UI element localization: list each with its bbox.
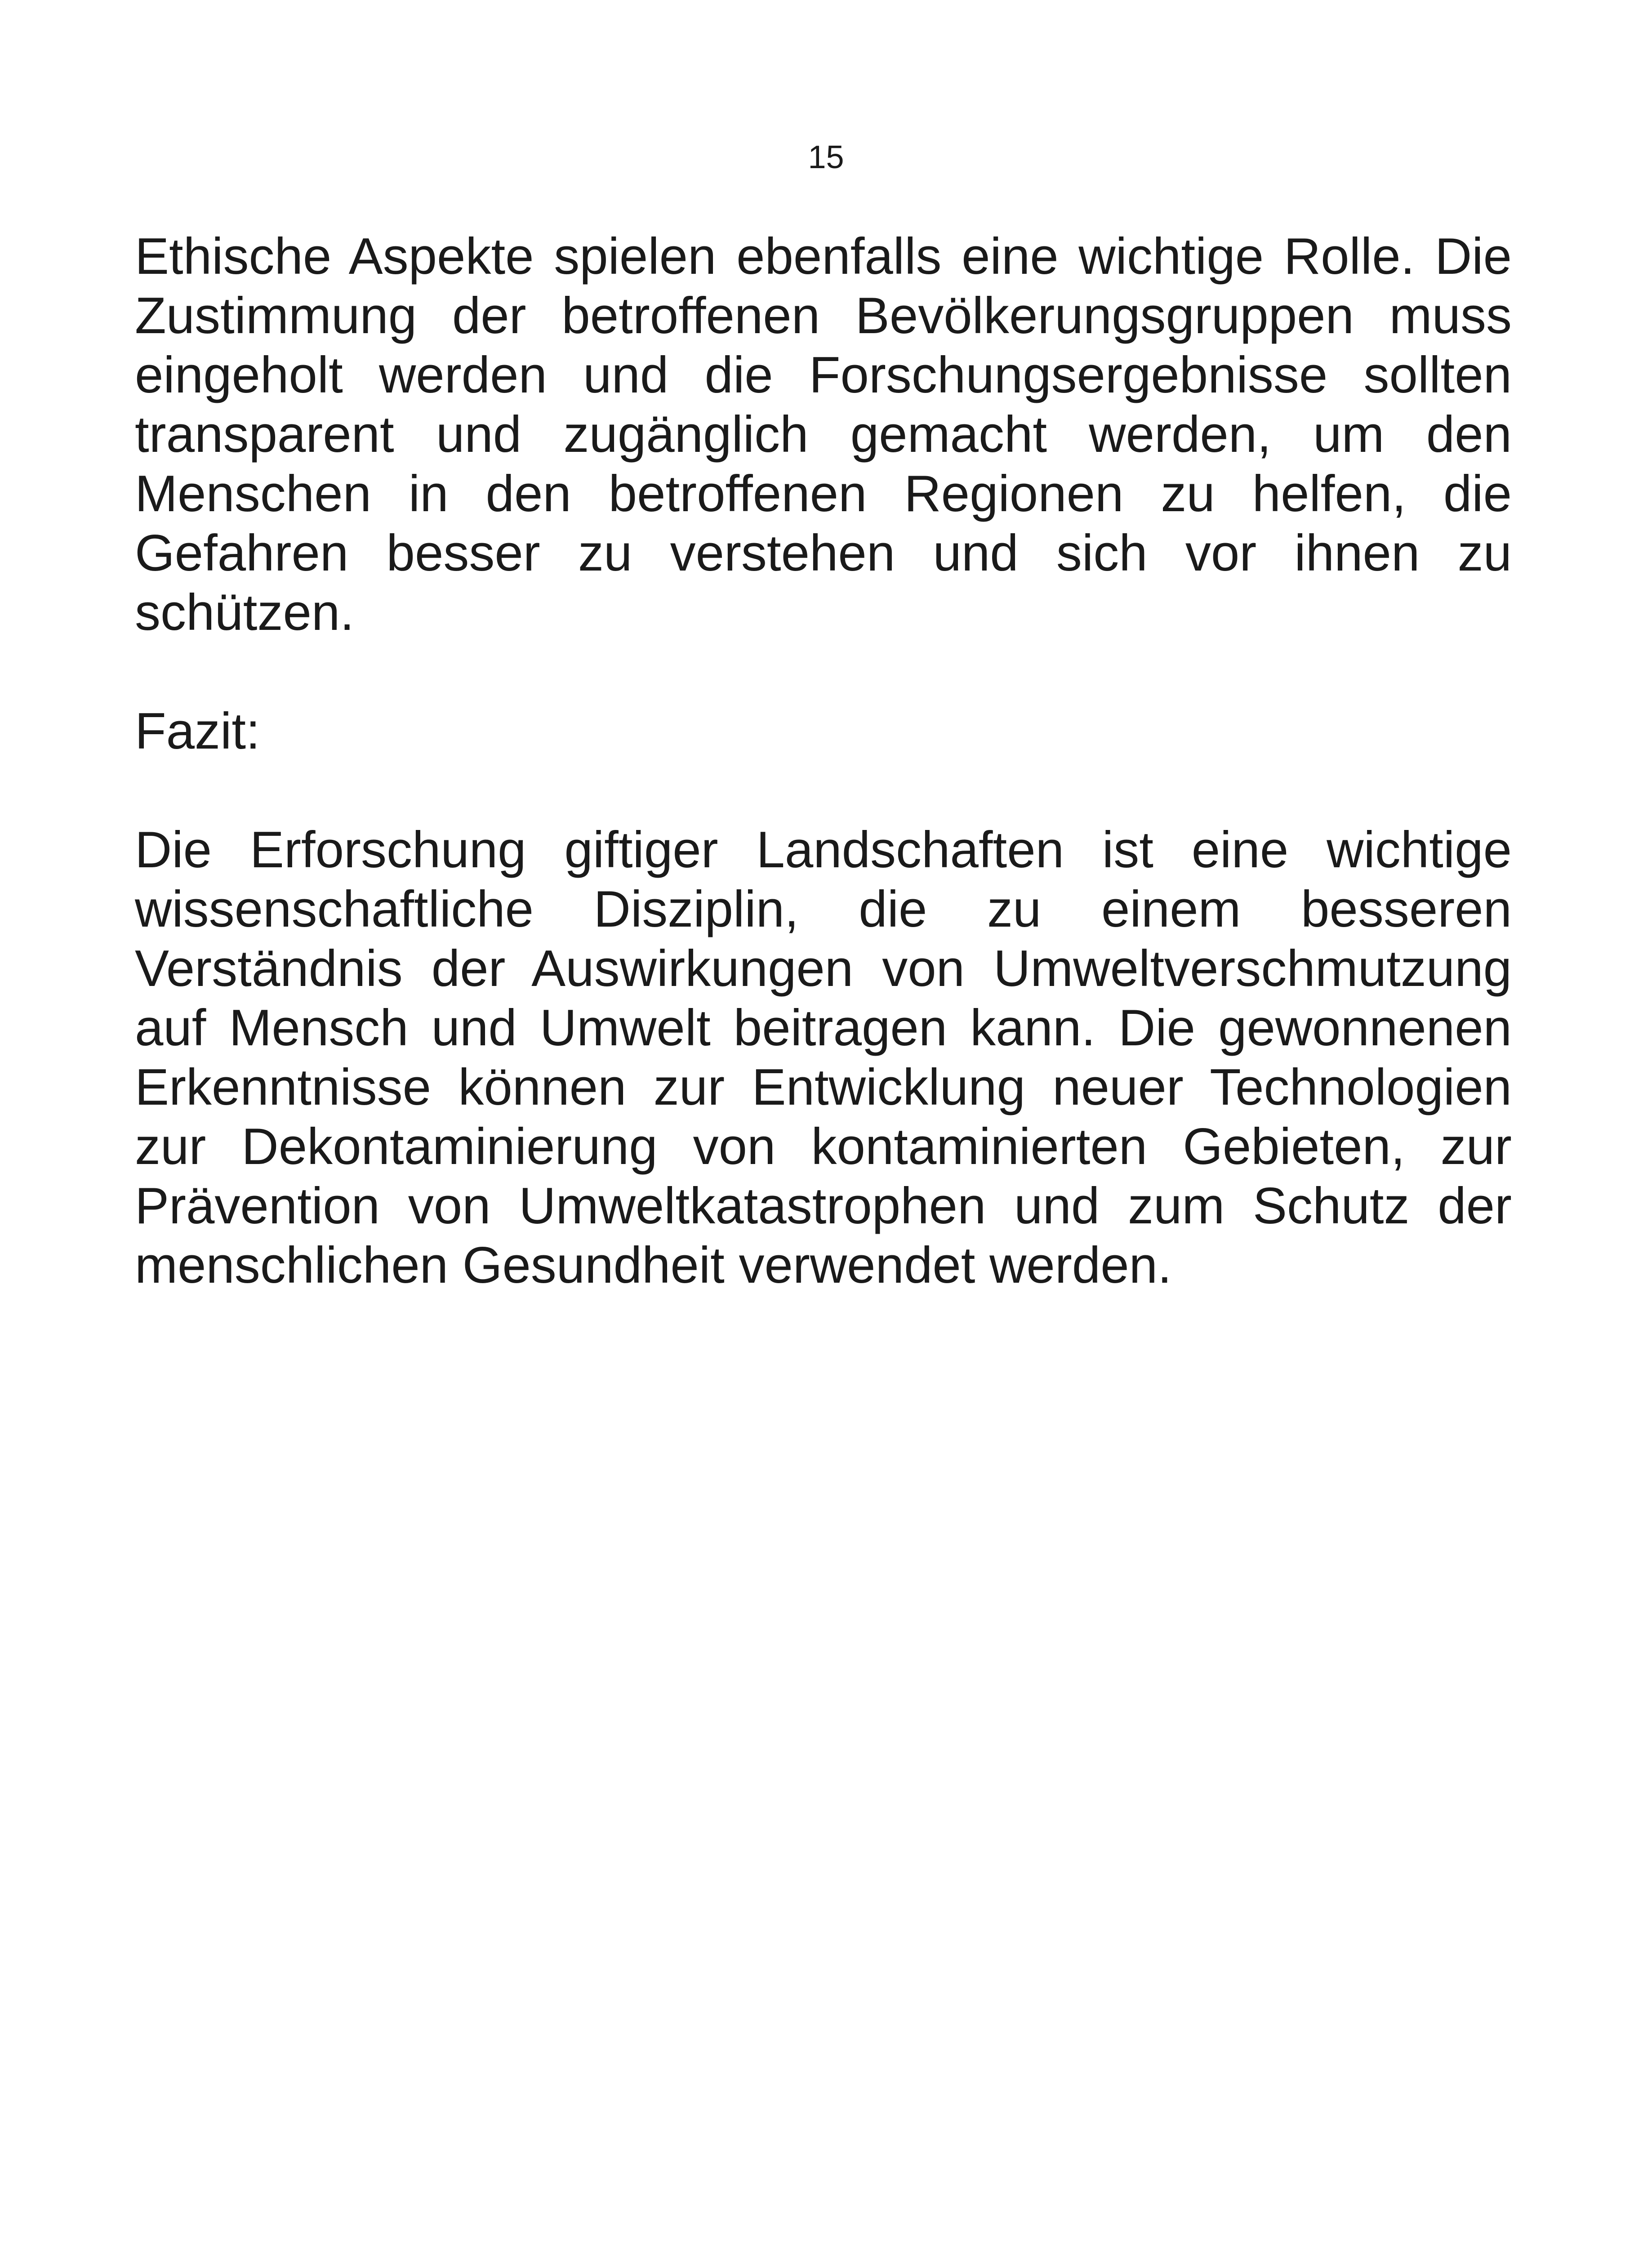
page-body <box>135 227 1512 1295</box>
paragraph-conclusion: Die Erforschung giftiger Landschaften ist eine wichtige wissenschaftliche Disziplin, die zu einem besseren Verständnis der Auswirkungen von Umweltverschmutzung auf Mensch und Umwelt beitragen kann. Die gewonnenen Erkenntnisse können zur Entwicklung neuer Technologien zur Dekontaminierung von kontaminierten Gebieten, zur Prävention von Umweltkatastrophen und zum Schutz der menschlichen Gesundheit verwendet werden. <box>135 821 1512 1294</box>
section-heading-fazit: Fazit: <box>135 703 260 760</box>
paragraph-ethics: Ethische Aspekte spielen ebenfalls eine wichtige Rolle. Die Zustimmung der betroffenen Bevölkerungsgruppen muss eingeholt werden und die Forschungsergebnisse sollten transparent und zugänglich gemacht werden, um den Menschen in den betroffenen Regionen zu helfen, die Gefahren besser zu verstehen und sich vor ihnen zu schützen. <box>135 228 1512 641</box>
page-number: 15 <box>808 139 844 175</box>
